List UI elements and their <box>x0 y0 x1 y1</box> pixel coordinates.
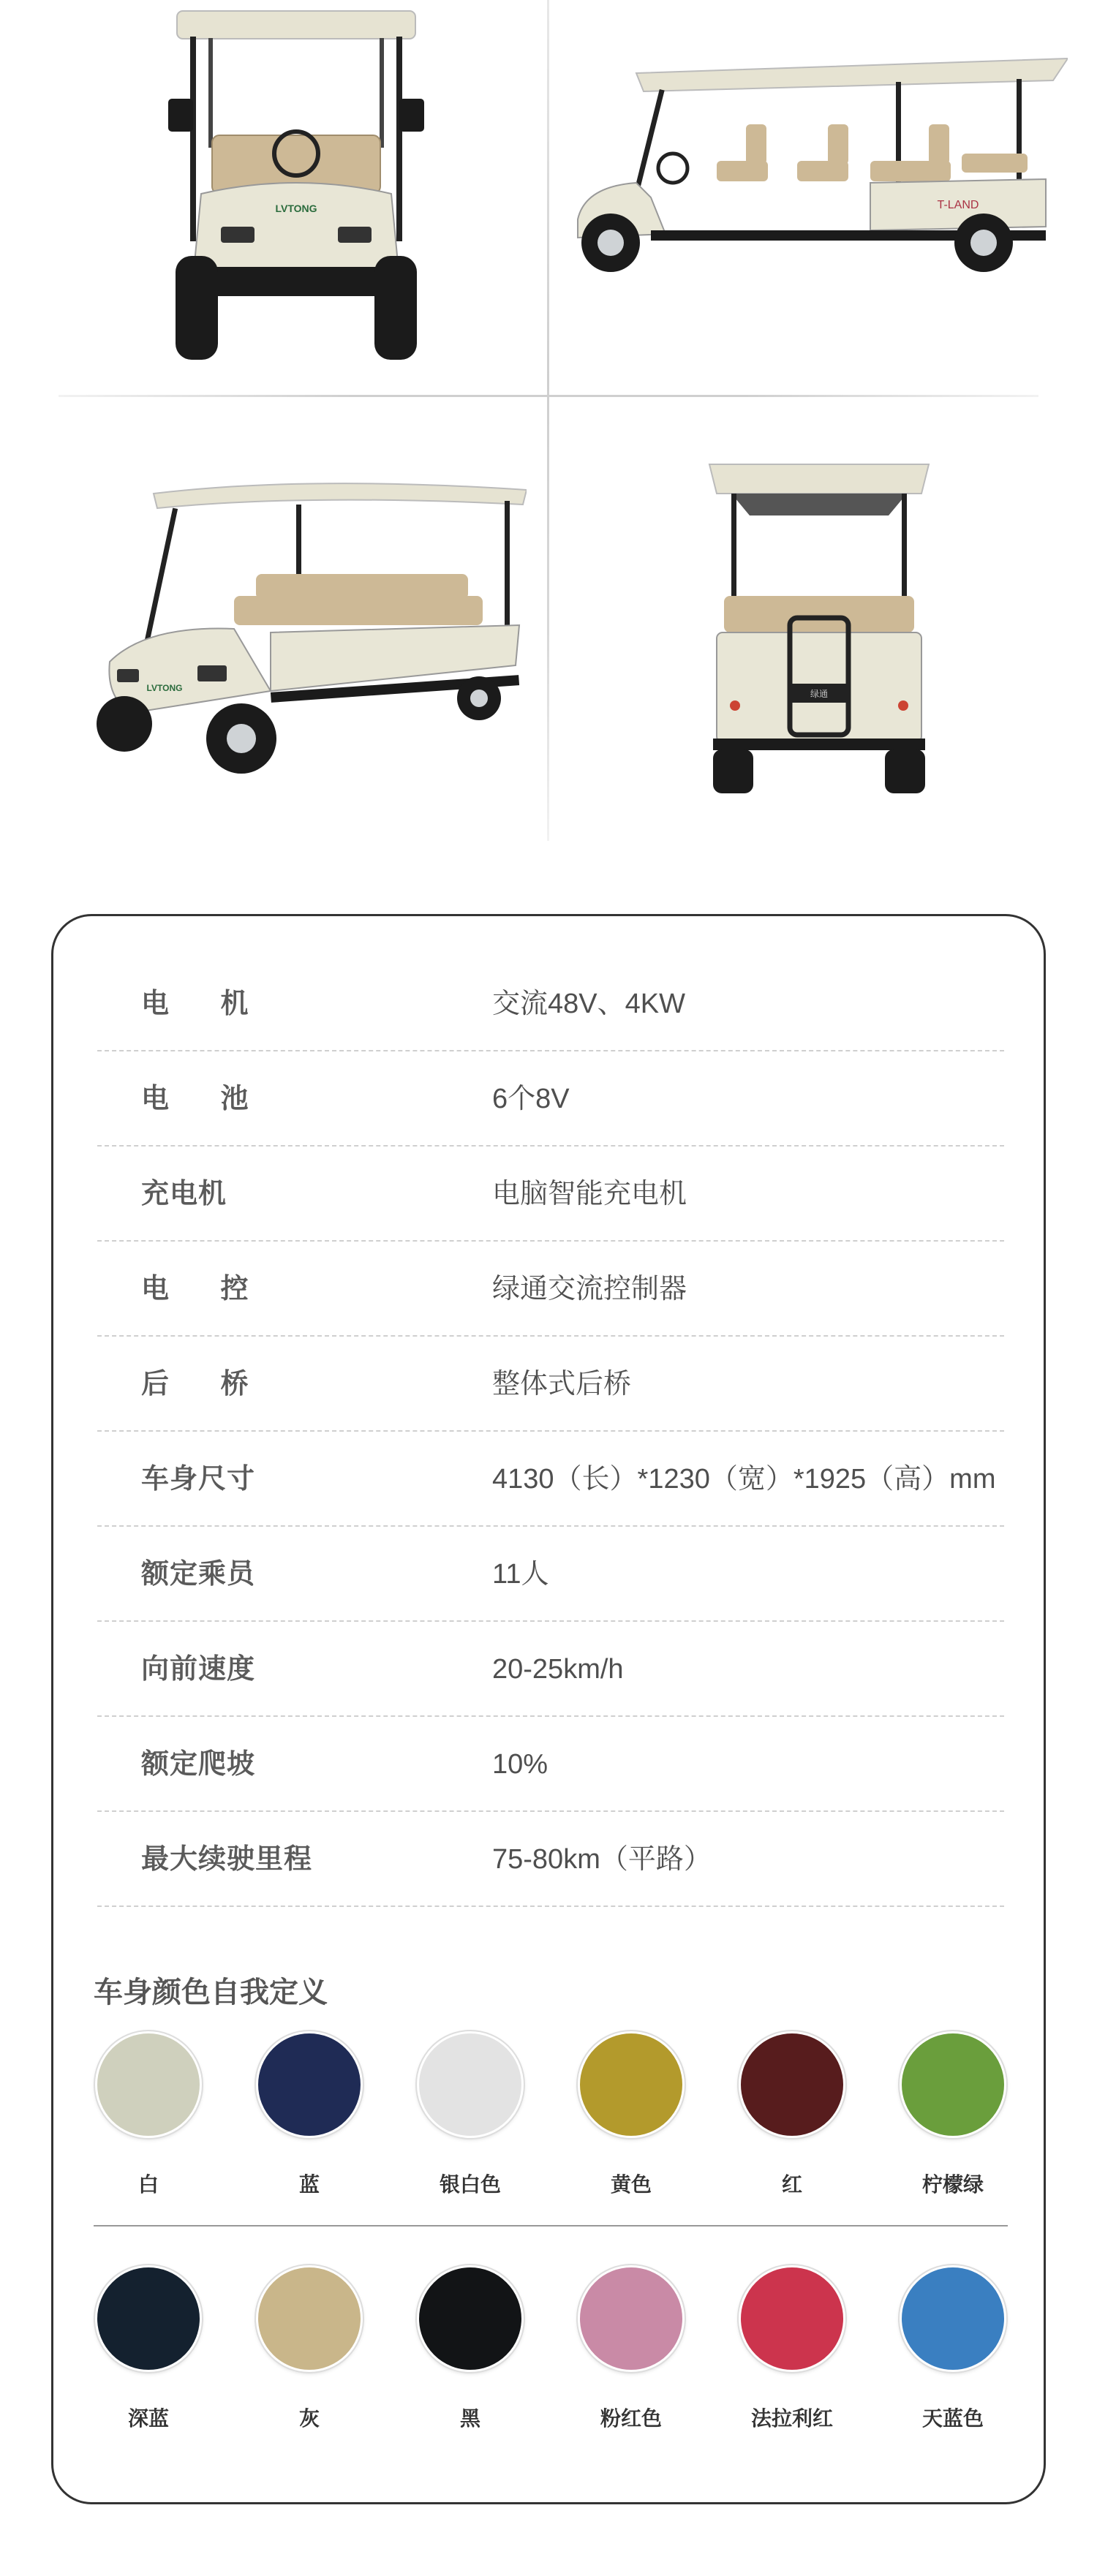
spec-value: 电脑智能充电机 <box>492 1179 687 1209</box>
color-name: 天蓝色 <box>921 2407 984 2430</box>
color-name: 深蓝 <box>127 2407 169 2430</box>
color-name: 银白色 <box>439 2173 501 2196</box>
color-swatch[interactable] <box>94 2265 203 2433</box>
spec-label: 电 机 <box>141 989 271 1019</box>
color-dot[interactable] <box>900 2265 1006 2372</box>
color-name: 灰 <box>298 2407 320 2430</box>
spec-row-gradeability <box>97 1717 1004 1812</box>
color-dot[interactable] <box>578 2031 685 2138</box>
spec-row-battery <box>97 1051 1004 1147</box>
cart-front-view-image <box>161 7 431 366</box>
spec-value: 11人 <box>492 1559 549 1590</box>
swatch-row-divider <box>94 2225 1008 2226</box>
color-name: 白 <box>137 2173 159 2196</box>
color-dot[interactable] <box>739 2031 845 2138</box>
color-dot[interactable] <box>417 2265 524 2372</box>
color-swatch[interactable] <box>415 2031 525 2199</box>
spec-row-range <box>97 1812 1004 1907</box>
spec-label: 最大续驶里程 <box>141 1844 313 1875</box>
color-swatch[interactable] <box>94 2031 203 2199</box>
color-dot[interactable] <box>739 2265 845 2372</box>
spec-label: 电 池 <box>141 1084 271 1114</box>
gallery-vertical-divider <box>547 0 549 841</box>
spec-table <box>97 956 1004 1907</box>
spec-value: 6个8V <box>492 1084 570 1114</box>
spec-row-motor <box>97 956 1004 1051</box>
color-swatch[interactable] <box>255 2265 364 2433</box>
color-name: 黄色 <box>610 2173 652 2196</box>
color-dot[interactable] <box>95 2265 202 2372</box>
color-name: 黑 <box>459 2407 480 2430</box>
spec-label: 电 控 <box>141 1274 271 1304</box>
spec-label: 向前速度 <box>141 1654 256 1685</box>
color-swatch[interactable] <box>898 2265 1008 2433</box>
color-dot[interactable] <box>256 2265 363 2372</box>
spec-value: 整体式后桥 <box>492 1369 632 1400</box>
color-name: 粉红色 <box>600 2407 662 2430</box>
color-name: 法拉利红 <box>750 2407 833 2430</box>
gallery-horizontal-divider <box>59 395 1038 397</box>
product-gallery <box>0 0 1097 848</box>
spec-row-capacity <box>97 1527 1004 1622</box>
spec-value: 绿通交流控制器 <box>492 1274 687 1304</box>
cart-side-view-image <box>563 51 1068 300</box>
color-name: 柠檬绿 <box>921 2173 984 2196</box>
color-swatch[interactable] <box>576 2031 686 2199</box>
color-dot[interactable] <box>417 2031 524 2138</box>
color-swatch[interactable] <box>737 2265 847 2433</box>
color-swatch[interactable] <box>576 2265 686 2433</box>
color-swatch-row-2 <box>94 2265 1008 2433</box>
colors-title: 车身颜色自我定义 <box>94 1976 328 2009</box>
spec-label: 车身尺寸 <box>141 1464 256 1495</box>
front-brand-label: LVTONG <box>275 203 317 214</box>
cart-three-quarter-view-image <box>88 472 527 786</box>
spec-card <box>51 914 1046 2504</box>
spec-value: 交流48V、4KW <box>492 989 685 1019</box>
spec-row-rear-axle <box>97 1337 1004 1432</box>
spec-row-controller <box>97 1242 1004 1337</box>
spec-label: 后 桥 <box>141 1369 271 1400</box>
color-swatch[interactable] <box>415 2265 525 2433</box>
color-swatch-row-1 <box>94 2031 1008 2199</box>
cart-rear-view-image <box>702 457 936 801</box>
color-name: 红 <box>781 2173 802 2196</box>
color-name: 蓝 <box>298 2173 320 2196</box>
side-brand-label: T-LAND <box>937 199 979 211</box>
spec-row-dimensions <box>97 1432 1004 1527</box>
spec-row-speed <box>97 1622 1004 1717</box>
spec-value: 4130（长）*1230（宽）*1925（高）mm <box>492 1464 996 1495</box>
color-dot[interactable] <box>95 2031 202 2138</box>
color-dot[interactable] <box>578 2265 685 2372</box>
rear-plate-label: 绿通 <box>810 689 829 699</box>
spec-value: 75-80km（平路） <box>492 1844 712 1875</box>
color-swatch[interactable] <box>255 2031 364 2199</box>
spec-label: 充电机 <box>141 1179 227 1209</box>
spec-row-charger <box>97 1147 1004 1242</box>
spec-value: 20-25km/h <box>492 1654 624 1685</box>
spec-label: 额定爬坡 <box>141 1749 256 1780</box>
color-swatch[interactable] <box>898 2031 1008 2199</box>
angle-brand-label: LVTONG <box>146 683 183 693</box>
spec-label: 额定乘员 <box>141 1559 256 1590</box>
spec-value: 10% <box>492 1749 548 1780</box>
color-swatch[interactable] <box>737 2031 847 2199</box>
color-dot[interactable] <box>900 2031 1006 2138</box>
color-dot[interactable] <box>256 2031 363 2138</box>
